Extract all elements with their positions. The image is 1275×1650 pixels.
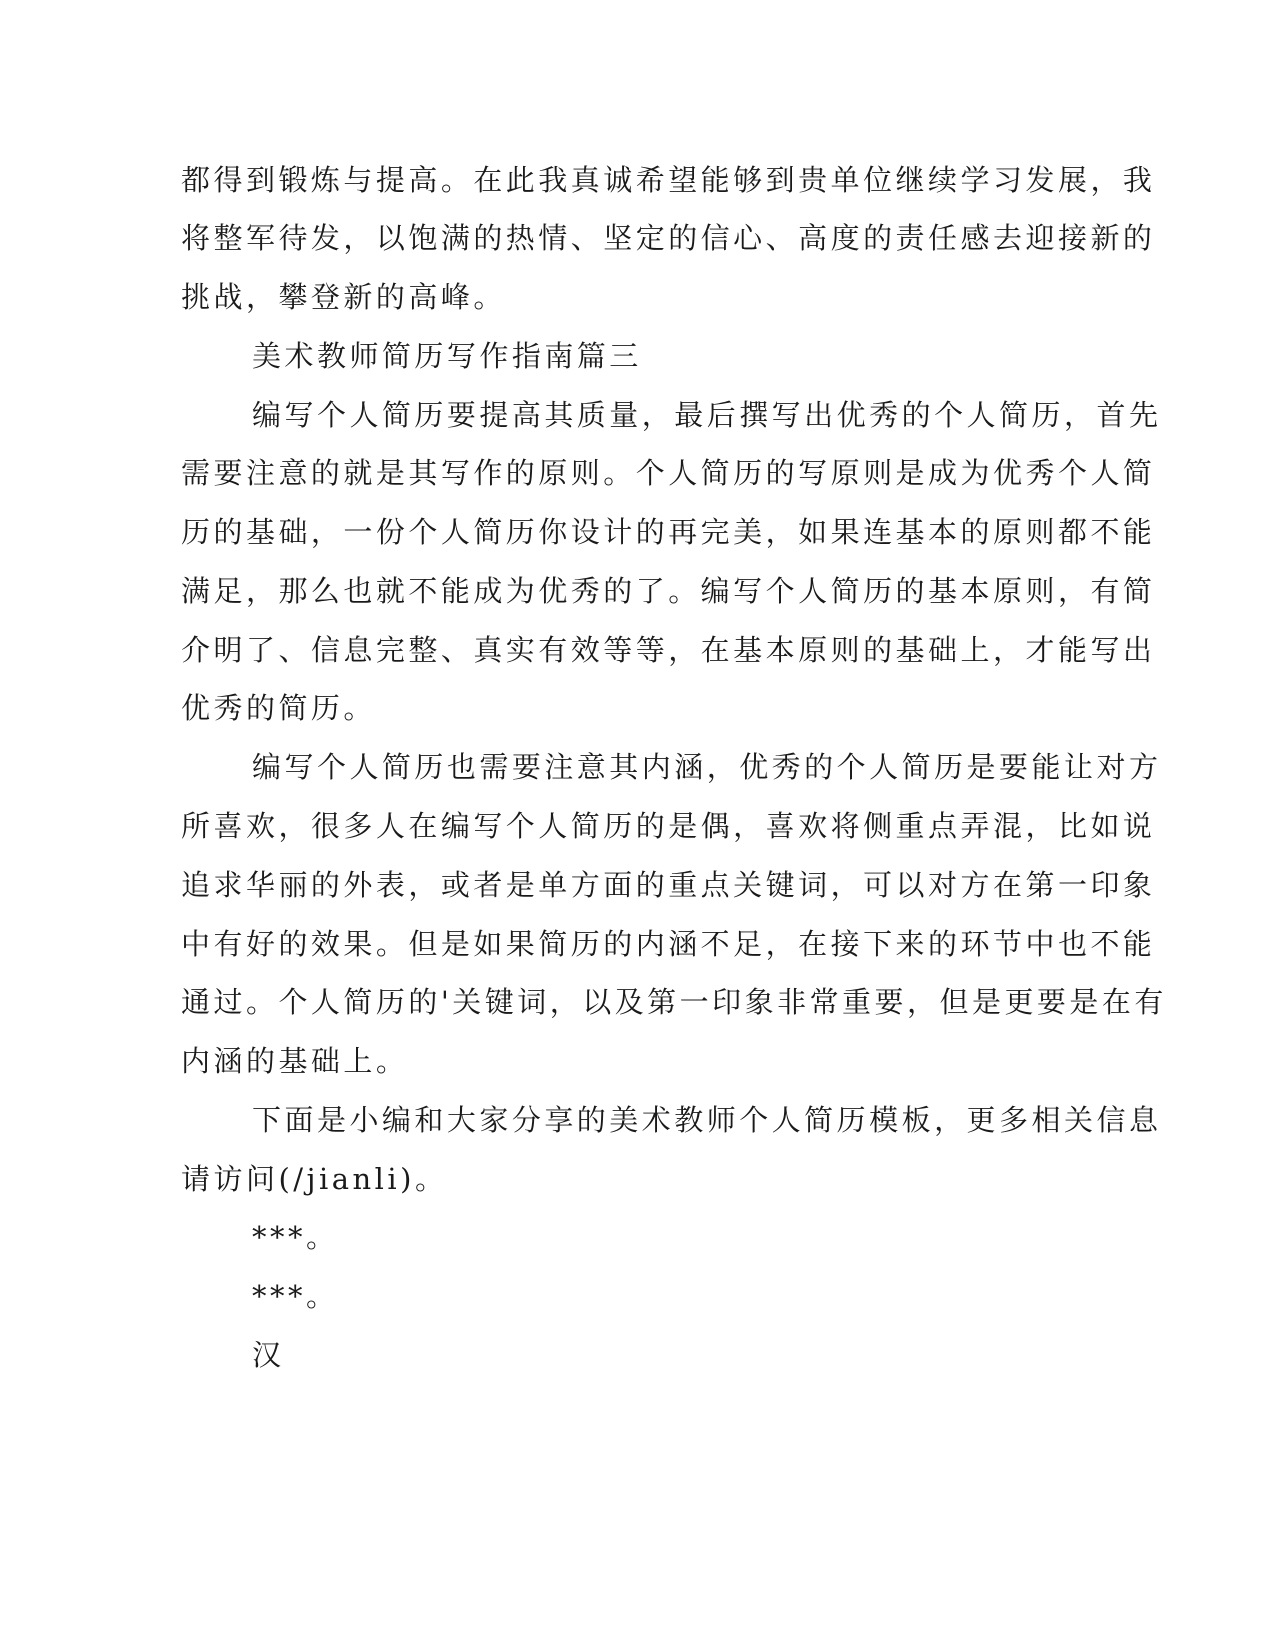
paragraph-line: 中有好的效果。但是如果简历的内涵不足，在接下来的环节中也不能 [181, 927, 1156, 961]
paragraph-line: 汉 [252, 1338, 285, 1372]
paragraph-line: 介明了、信息完整、真实有效等等，在基本原则的基础上，才能写出 [181, 633, 1156, 667]
paragraph-line: ***。 [252, 1279, 339, 1313]
paragraph-line: 内涵的基础上。 [181, 1044, 409, 1078]
paragraph-line: 编写个人简历要提高其质量，最后撰写出优秀的个人简历，首先 [252, 398, 1162, 432]
paragraph-line: 编写个人简历也需要注意其内涵，优秀的个人简历是要能让对方 [252, 750, 1162, 784]
paragraph-line: 都得到锻炼与提高。在此我真诚希望能够到贵单位继续学习发展，我 [181, 163, 1156, 197]
paragraph-line: 需要注意的就是其写作的原则。个人简历的写原则是成为优秀个人简 [181, 456, 1156, 490]
paragraph-line: 将整军待发，以饱满的热情、坚定的信心、高度的责任感去迎接新的 [181, 221, 1156, 255]
paragraph-line: 满足，那么也就不能成为优秀的了。编写个人简历的基本原则，有简 [181, 574, 1156, 608]
paragraph-line: ***。 [252, 1220, 339, 1254]
section-heading: 美术教师简历写作指南篇三 [252, 339, 642, 373]
paragraph-line: 请访问(/jianli)。 [181, 1162, 448, 1196]
paragraph-line: 优秀的简历。 [181, 691, 376, 725]
paragraph-line: 追求华丽的外表，或者是单方面的重点关键词，可以对方在第一印象 [181, 868, 1156, 902]
paragraph-line: 历的基础，一份个人简历你设计的再完美，如果连基本的原则都不能 [181, 515, 1156, 549]
paragraph-line: 下面是小编和大家分享的美术教师个人简历模板，更多相关信息 [252, 1103, 1162, 1137]
paragraph-line: 挑战，攀登新的高峰。 [181, 280, 506, 314]
paragraph-line: 所喜欢，很多人在编写个人简历的是偶，喜欢将侧重点弄混，比如说 [181, 809, 1156, 843]
paragraph-line: 通过。个人简历的'关键词，以及第一印象非常重要，但是更要是在有 [181, 985, 1167, 1019]
